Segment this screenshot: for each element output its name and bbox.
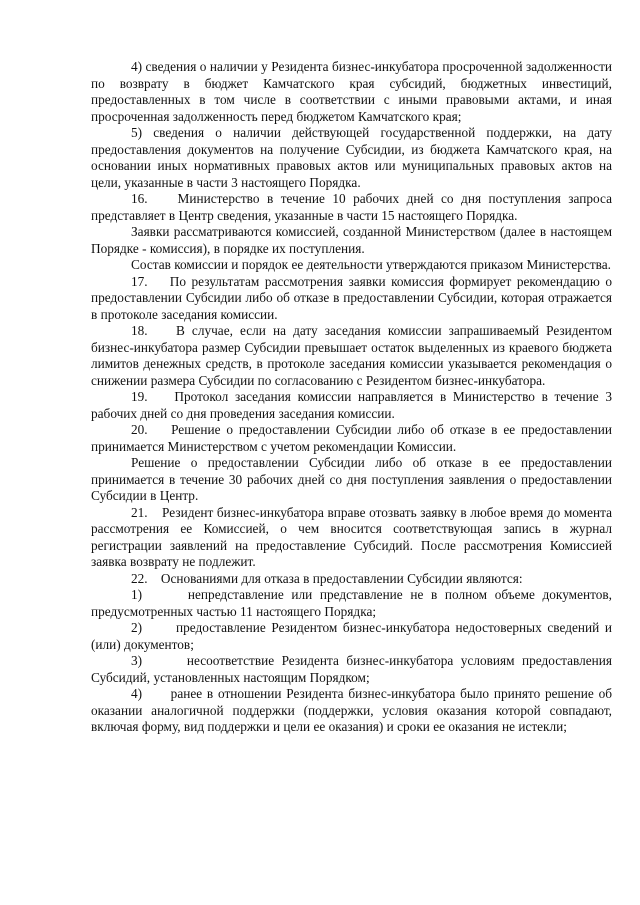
paragraph-18: 18. В случае, если на дату заседания комиссии запрашиваемый Резидентом бизнес-инкубатора размер Субсидии превышает остаток выделенных из краевого бюджета лимитов денежных средств, в протоколе заседания комиссии указывается рекомендация о снижении размера Субсидии по согласованию с Резидентом бизнес-инкубатора. [91, 323, 612, 388]
paragraph-refusal-ground-2: 2) предоставление Резидентом бизнес-инкубатора недостоверных сведений и (или) документов; [91, 620, 612, 652]
paragraph-22: 22. Основаниями для отказа в предоставлении Субсидии являются: [131, 570, 523, 586]
paragraph-item-4-overdue-debt: 4) сведения о наличии у Резидента бизнес-инкубатора просроченной задолженности по возврату в бюджет Камчатского края субсидий, бюджетных инвестиций, предоставленных в том числе в соответствии с иными правовыми актами, и иная просроченная задолженность перед бюджетом Камчатского края; [91, 59, 612, 124]
paragraph-20: 20. Решение о предоставлении Субсидии либо об отказе в ее предоставлении принимается Министерством с учетом рекомендации Комиссии. [91, 422, 612, 454]
paragraph-refusal-ground-1: 1) непредставление или представление не в полном объеме документов, предусмотренных частью 11 настоящего Порядка; [91, 587, 612, 619]
paragraph-item-5-existing-support: 5) сведения о наличии действующей государственной поддержки, на дату предоставления документов на получение Субсидии, из бюджета Камчатского края, на основании иных нормативных правовых актов или муниципальных правовых актов на цели, указанные в части 3 настоящего Порядка. [91, 125, 612, 190]
paragraph-19: 19. Протокол заседания комиссии направляется в Министерство в течение 3 рабочих дней со дня проведения заседания комиссии. [91, 389, 612, 421]
paragraph-21: 21. Резидент бизнес-инкубатора вправе отозвать заявку в любое время до момента рассмотрения ее Комиссией, о чем вносится соответствующая запись в журнал регистрации заявлений на предоставление Субсидий. После рассмотрения Комиссией заявка возврату не подлежит. [91, 504, 612, 569]
paragraph-refusal-ground-4: 4) ранее в отношении Резидента бизнес-инкубатора было принято решение об оказании аналогичной поддержки (поддержки, условия оказания которой совпадают, включая форму, вид поддержки и цели ее оказания) и сроки ее оказания не истекли; [91, 686, 612, 734]
paragraph-16: 16. Министерство в течение 10 рабочих дней со дня поступления запроса представляет в Центр сведения, указанные в части 15 настоящего Порядка. [91, 191, 612, 223]
paragraph-applications-review: Заявки рассматриваются комиссией, созданной Министерством (далее в настоящем Порядке - комиссия), в порядке их поступления. [91, 224, 612, 256]
paragraph-decision-term: Решение о предоставлении Субсидии либо об отказе в ее предоставлении принимается в течение 30 рабочих дней со дня поступления заявления о предоставлении Субсидии в Центр. [91, 455, 612, 503]
paragraph-commission-composition: Состав комиссии и порядок ее деятельности утверждаются приказом Министерства. [131, 257, 611, 272]
paragraph-17: 17. По результатам рассмотрения заявки комиссия формирует рекомендацию о предоставлении Субсидии либо об отказе в предоставлении Субсидии, которая отражается в протоколе заседания комиссии. [91, 273, 612, 322]
paragraph-refusal-ground-3: 3) несоответствие Резидента бизнес-инкубатора условиям предоставления Субсидий, установленных настоящим Порядком; [91, 653, 612, 685]
